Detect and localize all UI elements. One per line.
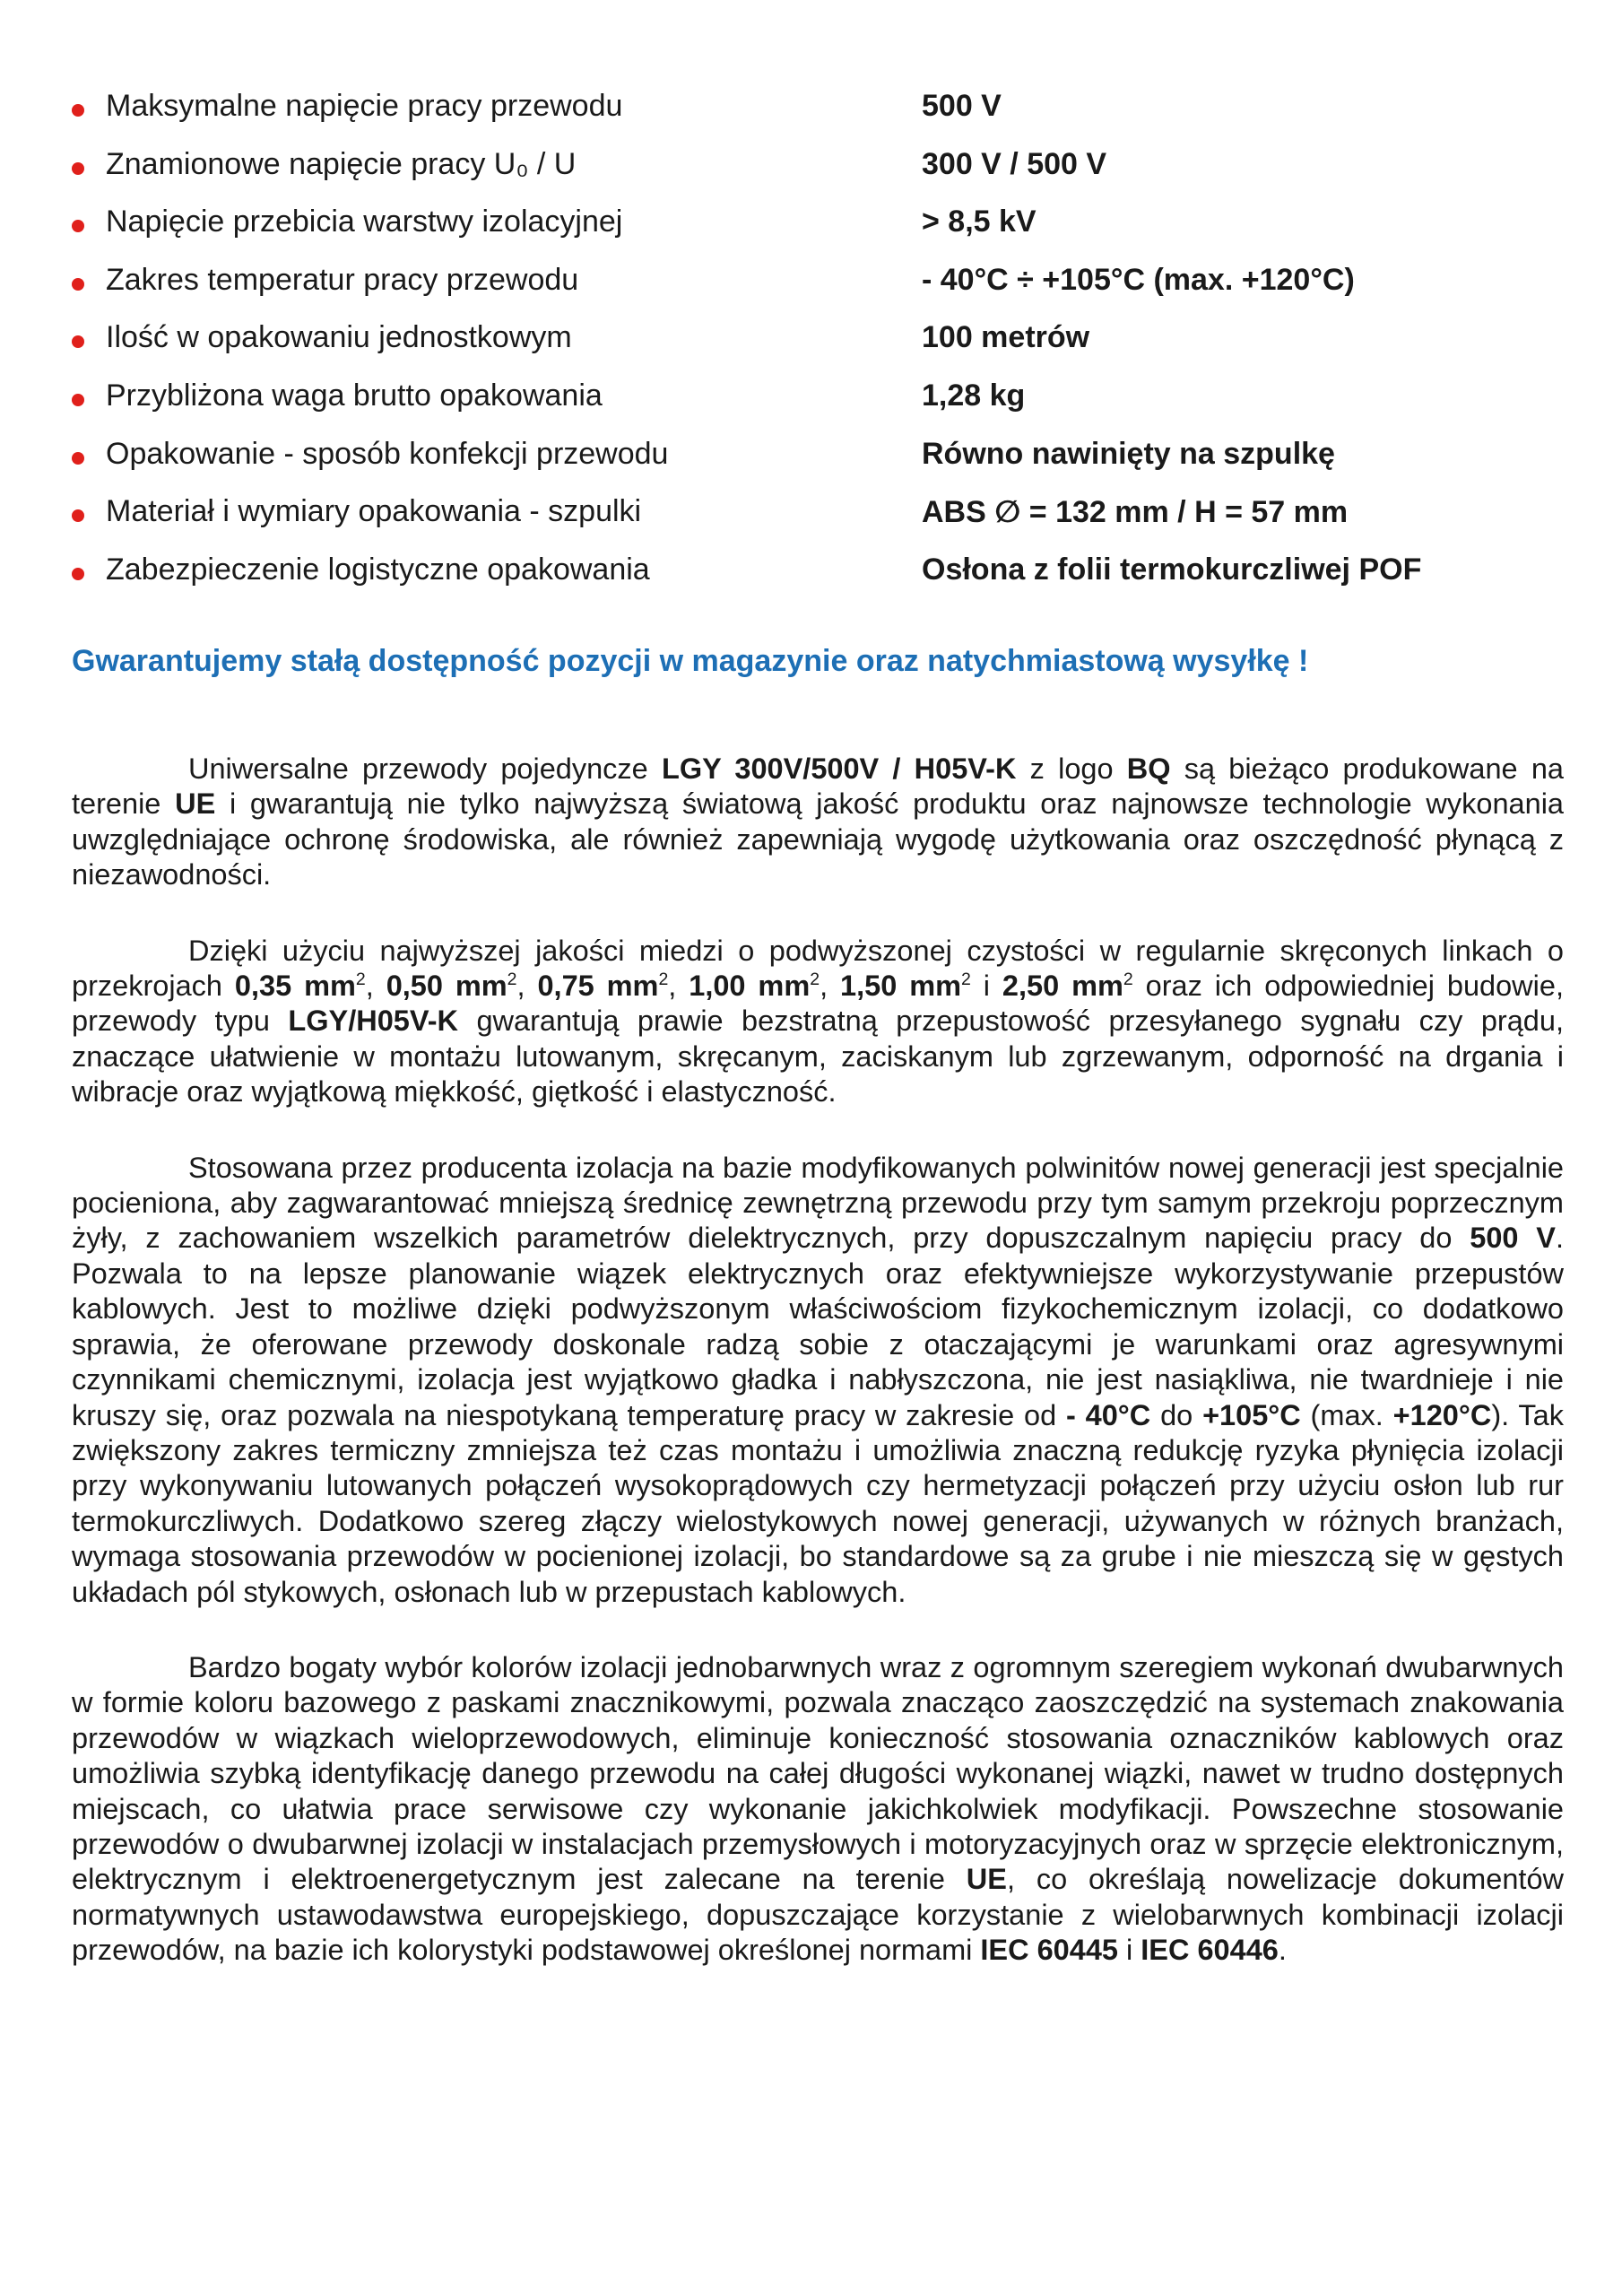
spec-label: Znamionowe napięcie pracy U₀ / U [106, 146, 577, 181]
bullet-icon [72, 162, 84, 175]
spec-row [72, 85, 1560, 144]
spec-value: 100 metrów [922, 320, 1090, 355]
spec-label: Opakowanie - sposób konfekcji przewodu [106, 436, 669, 471]
spec-row [72, 375, 1560, 433]
text-span: , [516, 970, 538, 1003]
bullet-icon [72, 568, 84, 580]
text-span: , [668, 970, 690, 1003]
text-span: gwarantują prawie bezstratną przepustowość przesyłanego sygnału czy prądu, znaczące ułatwienie w montażu lutowanym, skręcanym, zaciskanym lub zgrzewanym, odporność na drgania i wibracje oraz wyjątkową miękkość, giętkość i elastyczność. [72, 1004, 1564, 1109]
spec-label: Maksymalne napięcie pracy przewodu [106, 89, 623, 123]
paragraph-copper [72, 934, 1564, 1110]
spec-value: 500 V [922, 89, 1002, 123]
text-span: Dzięki użyciu najwyższej jakości miedzi o podwyższonej czystości w regularnie skręconych linkach o przekrojach [72, 934, 1564, 1003]
article-body [72, 752, 1564, 2009]
spec-label: Napięcie przebicia warstwy izolacyjnej [106, 204, 623, 239]
text-span: , co określają nowelizacje dokumentów normatywnych ustawodawstwa europejskiego, dopuszczające korzystanie z wielobarwnych kombinacji izolacji przewodów, na bazie ich kolorystyki podstawowej określonej normami [72, 1863, 1564, 1967]
spec-value: - 40°C ÷ +105°C (max. +120°C) [922, 262, 1355, 297]
superscript: 2 [810, 970, 820, 990]
text-span: oraz ich odpowiedniej budowie, przewody typu [72, 970, 1564, 1038]
bold-span: +120°C [1392, 1398, 1492, 1431]
availability-notice: Gwarantujemy stałą dostępność pozycji w magazynie oraz natychmiastową wysyłkę ! [72, 644, 1309, 678]
spec-label: Przybliżona waga brutto opakowania [106, 378, 603, 413]
bold-span: - 40°C [1066, 1398, 1151, 1431]
spec-row [72, 491, 1560, 549]
spec-value: > 8,5 kV [922, 204, 1037, 239]
text-span: Bardzo bogaty wybór kolorów izolacji jednobarwnych wraz z ogromnym szeregiem wykonań dwubarwnych w formie koloru bazowego z paskami znacznikowymi, pozwala znacząco zaoszczędzić na systemach znakowania przewodów w wiązkach wieloprzewodowych, eliminuje konieczność stosowania oznaczników kablowych oraz umożliwia szybką identyfikację danego przewodu na całej długości wykonanej wiązki, nawet w trudno dostępnych miejscach, co ułatwia prace serwisowe czy wykonanie jakichkolwiek modyfikacji. Powszechne stosowanie przewodów o dwubarwnej izolacji w instalacjach przemysłowych i motoryzacyjnych oraz w sprzęcie elektronicznym, elektrycznym i elektroenergetycznym jest zalecane na terenie [72, 1650, 1564, 1896]
superscript: 2 [355, 970, 366, 990]
bold-span: LGY/H05V-K [288, 1004, 459, 1038]
spec-label: Zakres temperatur pracy przewodu [106, 262, 579, 297]
text-span: (max. [1300, 1398, 1393, 1431]
cross-section-value: 1,50 mm [840, 970, 961, 1003]
paragraph-colors [72, 1650, 1564, 1969]
bold-span: BQ [1126, 752, 1171, 785]
text-span: z logo [1016, 752, 1127, 785]
spec-row [72, 433, 1560, 491]
text-span: i gwarantują nie tylko najwyższą światową jakość produktu oraz najnowsze technologie wykonania uwzględniające ochronę środowiska, ale również zapewniają wygodę użytkowania oraz oszczędność płynącą z niezawodności. [72, 787, 1564, 891]
spec-row [72, 549, 1560, 607]
bold-span: UE [175, 787, 216, 821]
bold-span: 500 V [1470, 1222, 1556, 1255]
cross-section-value: 2,50 mm [1002, 970, 1123, 1003]
spec-value: Osłona z folii termokurczliwej POF [922, 552, 1422, 587]
text-span: ). Tak zwiększony zakres termiczny zmniejsza też czas montażu i umożliwia znaczną redukcję ryzyka płynięcia izolacji przy wykonywaniu lutowanych połączeń wysokoprądowych czy hermetyzacji połączeń przy użyciu osłon lub rur termokurczliwych. Dodatkowo szereg złączy wielostykowych nowej generacji, używanych w różnych branżach, wymaga stosowania przewodów w pocienionej izolacji, bo standardowe są za grube i nie mieszczą się w gęstych układach pól stykowych, osłonach lub w przepustach kablowych. [72, 1398, 1564, 1608]
bullet-icon [72, 104, 84, 117]
spec-label: Zabezpieczenie logistyczne opakowania [106, 552, 650, 587]
spec-value: 1,28 kg [922, 378, 1026, 413]
text-span: i [970, 970, 1002, 1003]
bullet-icon [72, 335, 84, 348]
bullet-icon [72, 278, 84, 291]
bullet-icon [72, 452, 84, 465]
cross-section-value: 0,35 mm [234, 970, 356, 1003]
bold-span: IEC 60445 [980, 1934, 1118, 1967]
bullet-icon [72, 509, 84, 522]
text-span: Uniwersalne przewody pojedyncze [188, 752, 662, 785]
superscript: 2 [658, 970, 669, 990]
spec-label: Materiał i wymiary opakowania - szpulki [106, 494, 642, 529]
spec-value: ABS ∅ = 132 mm / H = 57 mm [922, 495, 1349, 530]
bold-span: UE [966, 1863, 1007, 1896]
paragraph-insulation [72, 1151, 1564, 1610]
spec-row [72, 317, 1560, 375]
text-span: , [820, 970, 841, 1003]
text-span: Stosowana przez producenta izolacja na bazie modyfikowanych polwinitów nowej generacji jest specjalnie pocieniona, aby zagwarantować mniejszą średnicę zewnętrzną przewodu przy tym samym przekroju poprzecznym żyły, z zachowaniem wszelkich parametrów dielektrycznych, przy dopuszczalnym napięciu pracy do [72, 1151, 1564, 1255]
text-span: . Pozwala to na lepsze planowanie wiązek elektrycznych oraz efektywniejsze wykorzystywanie przepustów kablowych. Jest to możliwe dzięki podwyższonym właściwościom fizykochemicznym izolacji, co dodatkowo sprawia, że oferowane przewody doskonale radzą sobie z otaczającymi je warunkami oraz agresywnymi czynnikami chemicznymi, izolacja jest wyjątkowo gładka i nabłyszczona, nie jest nasiąkliwa, nie twardnieje i nie kruszy się, oraz pozwala na niespotykaną temperaturę pracy w zakresie od [72, 1222, 1564, 1431]
spec-row [72, 259, 1560, 317]
text-span: i [1117, 1934, 1141, 1967]
bullet-icon [72, 220, 84, 232]
bold-span: IEC 60446 [1141, 1934, 1279, 1967]
paragraph-intro [72, 752, 1564, 893]
cross-section-value: 0,50 mm [386, 970, 507, 1003]
text-span: , [365, 970, 386, 1003]
spec-value: 300 V / 500 V [922, 146, 1107, 181]
cross-section-value: 0,75 mm [537, 970, 659, 1003]
bold-span: LGY 300V/500V / H05V-K [661, 752, 1017, 785]
text-span: do [1150, 1398, 1203, 1431]
superscript: 2 [961, 970, 971, 990]
spec-label: Ilość w opakowaniu jednostkowym [106, 320, 572, 355]
bold-span: +105°C [1202, 1398, 1301, 1431]
spec-row [72, 144, 1560, 202]
superscript: 2 [507, 970, 517, 990]
text-span: są bieżąco produkowane na terenie [72, 752, 1564, 821]
cross-section-value: 1,00 mm [689, 970, 811, 1003]
text-span: . [1278, 1934, 1287, 1967]
bullet-icon [72, 394, 84, 406]
spec-list [72, 85, 1560, 606]
spec-value: Równo nawinięty na szpulkę [922, 436, 1335, 471]
spec-row [72, 201, 1560, 259]
superscript: 2 [1123, 970, 1133, 990]
